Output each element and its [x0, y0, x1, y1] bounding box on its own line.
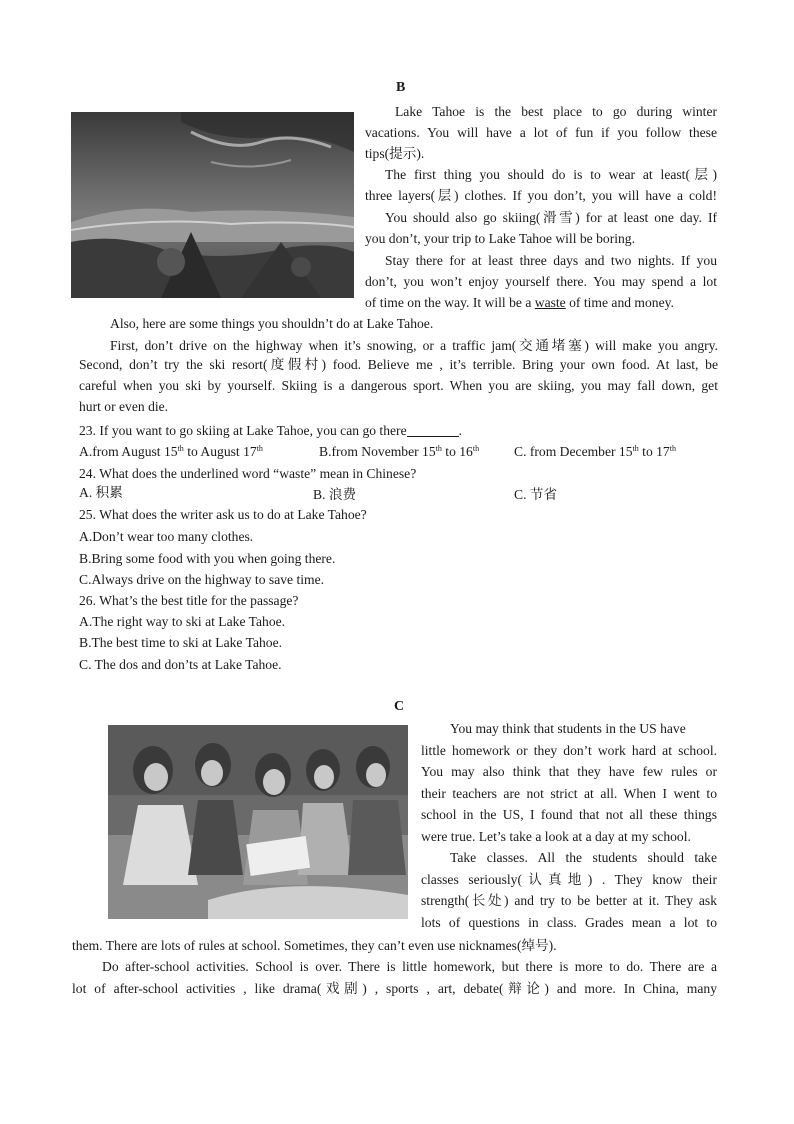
q26-option-a: A.The right way to ski at Lake Tahoe.: [79, 614, 286, 629]
b-line-12: First, don’t drive on the highway when it’s snowing, or a traffic jam(交通堵塞) will make you angry.: [110, 338, 718, 353]
q23-a-text: A.from August 15: [79, 444, 178, 459]
q26-option-b: B.The best time to ski at Lake Tahoe.: [79, 635, 283, 650]
q24-option-b: B. 浪费: [313, 487, 357, 502]
q24-option-c: C. 节省: [514, 487, 558, 502]
q26-option-c: C. The dos and don’ts at Lake Tahoe.: [79, 657, 282, 672]
q23-c-sup2: th: [669, 444, 676, 453]
q23-b-mid: to 16: [441, 444, 473, 459]
q23-blank: [407, 424, 459, 437]
c-line-10: lots of questions in class. Grades mean a lot to: [421, 915, 717, 930]
q23-a-mid: to August 17: [183, 444, 257, 459]
q23-b-text: B.from November 15: [319, 444, 436, 459]
q25-option-b: B.Bring some food with you when going there.: [79, 551, 336, 566]
waste-before: of time on the way. It will be a: [365, 295, 532, 310]
c-line-5: school in the US, I found that not all these things: [421, 807, 717, 822]
c-line-9: strength(长处) and try to be better at it. They ask: [421, 893, 717, 908]
b-line-5: three layers(层) clothes. If you don’t, you will have a cold!: [365, 188, 717, 203]
lake-tahoe-photo: [71, 112, 354, 298]
c-line-12: Do after-school activities. School is over. There is little homework, but there is more to do. There are a: [102, 959, 717, 974]
q23-b-sup2: th: [472, 444, 480, 453]
b-line-14: careful when you ski by yourself. Skiing is a dangerous sport. When you are skiing, you may fall down, get: [79, 378, 718, 393]
q23-c-mid: to 17: [638, 444, 670, 459]
q24-stem: 24. What does the underlined word “waste” mean in Chinese?: [79, 466, 417, 481]
b-line-1: Lake Tahoe is the best place to go during winter: [395, 104, 717, 119]
q23-option-a: [79, 443, 263, 461]
c-line-13: lot of after-school activities , like drama(戏剧) , sports , art, debate(辩论) and more. In China, many: [72, 981, 717, 996]
c-line-7: Take classes. All the students should take: [450, 850, 717, 865]
q23-a-sup1: th: [177, 444, 184, 453]
b-line-7: you don’t, your trip to Lake Tahoe will be boring.: [365, 231, 635, 246]
b-line-8: Stay there for at least three days and two nights. If you: [385, 253, 717, 268]
q23-stem: [79, 422, 462, 440]
q23-option-c: [514, 443, 676, 461]
q24-option-a: A. 积累: [79, 485, 123, 500]
q26-stem: 26. What’s the best title for the passage?: [79, 593, 299, 608]
b-line-4: The first thing you should do is to wear at least(层): [385, 167, 717, 182]
b-line-3: tips(提示).: [365, 146, 425, 161]
waste-after: of time and money.: [569, 295, 674, 310]
c-line-6: were true. Let’s take a look at a day at my school.: [421, 829, 691, 844]
q23-a-sup2: th: [256, 444, 263, 453]
b-line-15: hurt or even die.: [79, 399, 169, 414]
b-line-9: don’t, you won’t enjoy yourself there. You may spend a lot: [365, 274, 717, 289]
b-line-13: Second, don’t try the ski resort(度假村) food. Believe me , it’s terrible. Bring your own food. At last, be: [79, 357, 718, 372]
b-line-2: vacations. You will have a lot of fun if you follow these: [365, 125, 717, 140]
waste-word: waste: [534, 295, 566, 310]
q25-option-c: C.Always drive on the highway to save time.: [79, 572, 325, 587]
b-line-10: [365, 294, 674, 312]
q23-c-text: C. from December 15: [514, 444, 633, 459]
q23-option-b: [319, 443, 479, 461]
c-line-1: You may think that students in the US have: [450, 721, 686, 736]
students-photo: [108, 725, 408, 919]
q23-c-sup1: th: [632, 444, 639, 453]
q23-b-sup1: th: [435, 444, 442, 453]
q23-end: .: [458, 423, 463, 438]
c-line-8: classes seriously(认真地) . They know their: [421, 872, 717, 887]
q25-option-a: A.Don’t wear too many clothes.: [79, 529, 254, 544]
section-b-heading: B: [396, 80, 406, 95]
c-line-2: little homework or they don’t work hard at school.: [421, 743, 717, 758]
c-line-11: them. There are lots of rules at school. Sometimes, they can’t even use nicknames(绰号).: [72, 938, 557, 953]
b-line-11: Also, here are some things you shouldn’t do at Lake Tahoe.: [110, 316, 434, 331]
section-c-heading: C: [394, 699, 405, 714]
c-line-4: their teachers are not strict at all. When I went to: [421, 786, 717, 801]
b-line-6: You should also go skiing(滑雪) for at least one day. If: [385, 210, 717, 225]
c-line-3: You may also think that they have few rules or: [421, 764, 717, 779]
q25-stem: 25. What does the writer ask us to do at Lake Tahoe?: [79, 507, 367, 522]
q23-text: 23. If you want to go skiing at Lake Tahoe, you can go there: [79, 423, 407, 438]
